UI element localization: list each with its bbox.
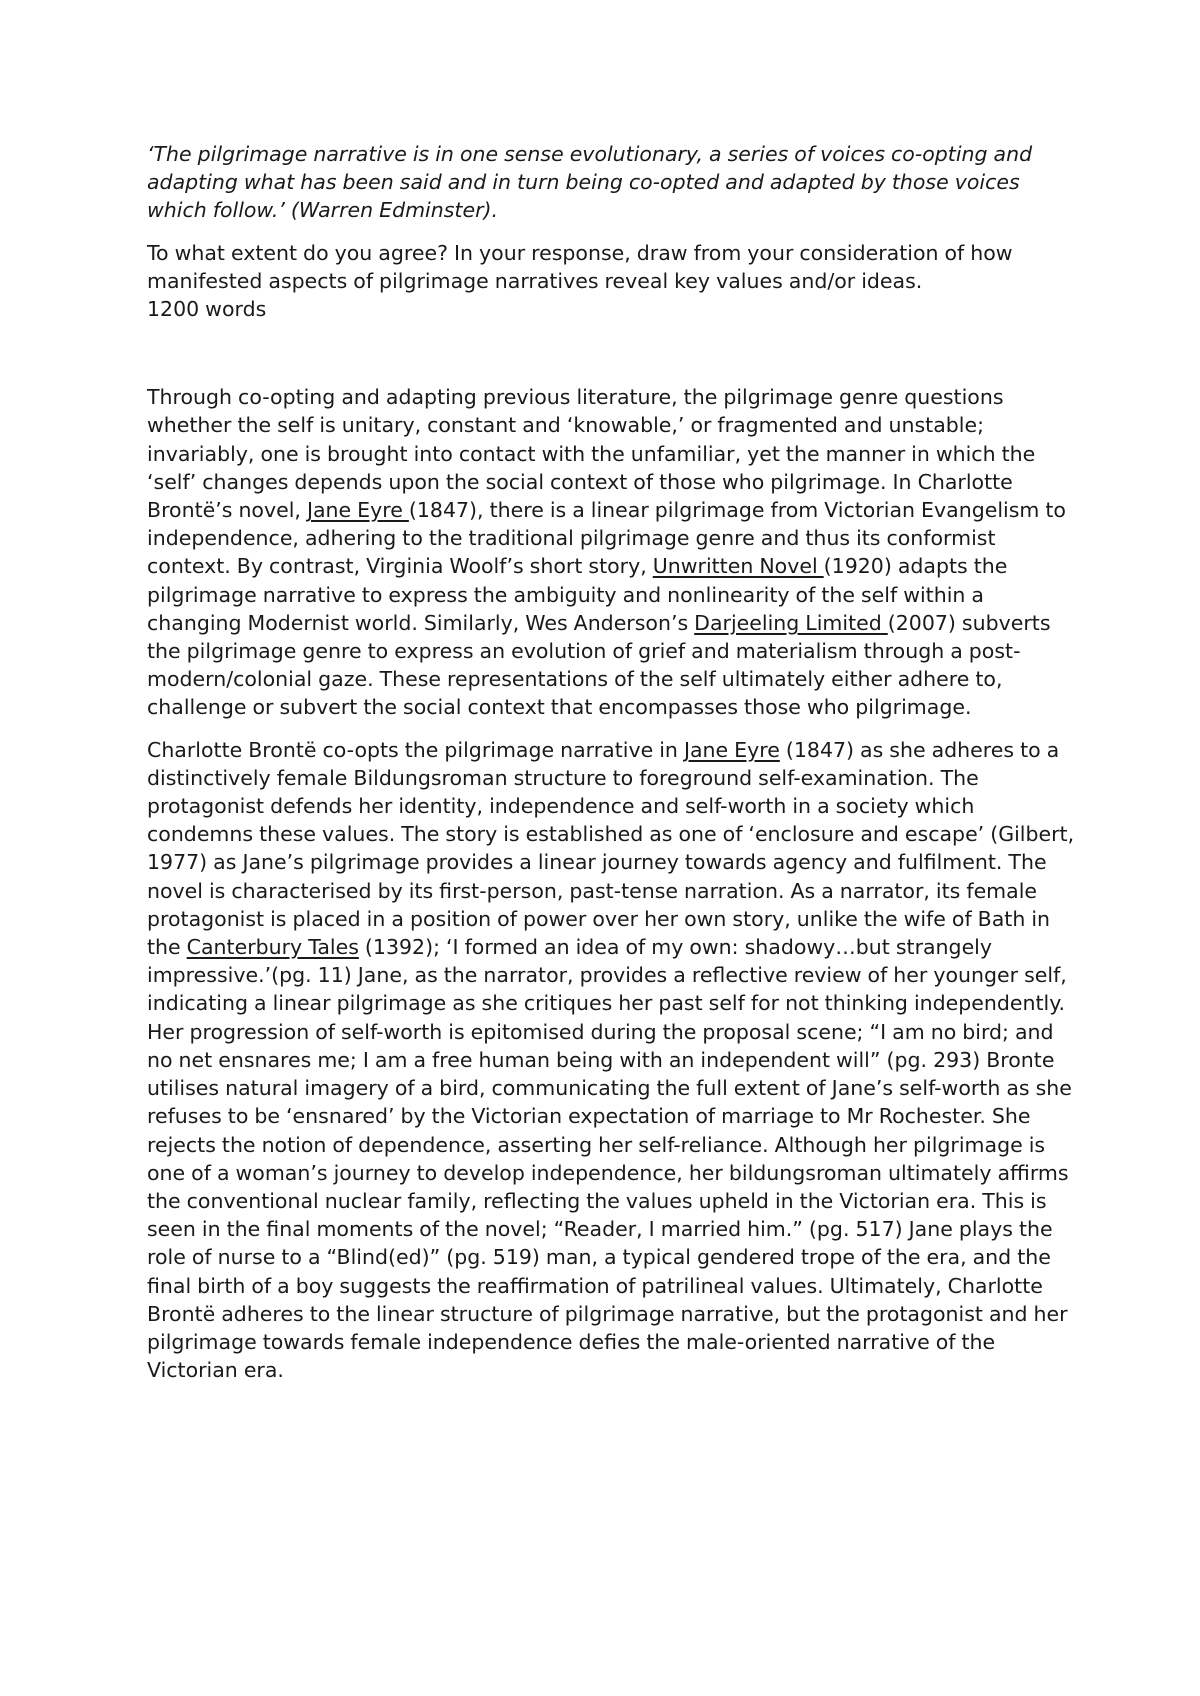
essay-paragraph-2 — [147, 736, 1077, 1385]
title-jane-eyre: Jane Eyre — [683, 737, 780, 762]
paragraph-text: (1847), there is a linear pilgrimage from Victorian Evangelism to independence, adhering to the traditional pilgrimage genre and thus its conformist context. By contrast, Virginia Woolf’s short story, — [147, 498, 1066, 579]
title-darjeeling-limited: Darjeeling Limited — [694, 610, 888, 635]
essay-paragraph-1 — [147, 383, 1077, 721]
essay-prompt — [147, 239, 1077, 324]
prompt-word-count: 1200 words — [147, 297, 267, 322]
document-page — [147, 140, 1077, 1384]
paragraph-text: (1392); ‘I formed an idea of my own: shadowy…but strangely impressive.’(pg. 11) Jane, as the narrator, provides a reflective review of her younger self, indicating a linear pilgrimage as she critiques her past self for not thinking independently. Her progression of self-worth is epitomised during the proposal scene; “I am no bird; and no net ensnares me; I am a free human being with an independent will” (pg. 293) Bronte utilises natural imagery of a bird, communicating the full extent of Jane’s self-worth as she refuses to be ‘ensnared’ by the Victorian expectation of marriage to Mr Rochester. She rejects the notion of dependence, asserting her self-reliance. Although her pilgrimage is one of a woman’s journey to develop independence, her bildungsroman ultimately affirms the conventional nuclear family, reflecting the values upheld in the Victorian era. This is seen in the final moments of the novel; “Reader, I married him.” (pg. 517) Jane plays the role of nurse to a “Blind(ed)” (pg. 519) man, a typical gendered trope of the era, and the final birth of a boy suggests the reaffirmation of patrilineal values. Ultimately, Charlotte Brontë adheres to the linear structure of pilgrimage narrative, but the protagonist and her pilgrimage towards female independence defies the male-oriented narrative of the Victorian era. — [147, 935, 1072, 1383]
paragraph-text: (1920) adapts the pilgrimage narrative to express the ambiguity and nonlinearity of the self within a changing Modernist world. Similarly, Wes Anderson’s — [147, 554, 1008, 635]
title-canterbury-tales: Canterbury Tales — [186, 935, 359, 960]
paragraph-text: Through co-opting and adapting previous literature, the pilgrimage genre questions whether the self is unitary, constant and ‘knowable,’ or fragmented and unstable; invariably, one is brought into contact with the unfamiliar, yet the manner in which the ‘self’ changes depends upon the social context of those who pilgrimage. In Charlotte Brontë’s novel, — [147, 385, 1036, 523]
title-unwritten-novel: Unwritten Novel — [652, 554, 824, 579]
paragraph-text: (1847) as she adheres to a distinctively female Bildungsroman structure to foreground self-examination. The protagonist defends her identity, independence and self-worth in a society which condemns these values. The story is established as one of ‘enclosure and escape’ (Gilbert, 1977) as Jane’s pilgrimage provides a linear journey towards agency and fulfilment. The novel is characterised by its first-person, past-tense narration. As a narrator, its female protagonist is placed in a position of power over her own story, unlike the wife of Bath in the — [147, 737, 1075, 960]
title-jane-eyre: Jane Eyre — [306, 498, 409, 523]
essay-quote: ‘The pilgrimage narrative is in one sense evolutionary, a series of voices co-opting and adapting what has been said and in turn being co-opted and adapted by those voices which follow.’ (Warren Edminster). — [147, 142, 1033, 223]
prompt-question: To what extent do you agree? In your response, draw from your consideration of how manifested aspects of pilgrimage narratives reveal key values and/or ideas. — [147, 240, 1013, 293]
paragraph-text: (2007) subverts the pilgrimage genre to express an evolution of grief and materialism through a post-modern/colonial gaze. These representations of the self ultimately either adhere to, challenge or subvert the social context that encompasses those who pilgrimage. — [147, 610, 1051, 720]
paragraph-text: Charlotte Brontë co-opts the pilgrimage narrative in — [147, 737, 684, 762]
